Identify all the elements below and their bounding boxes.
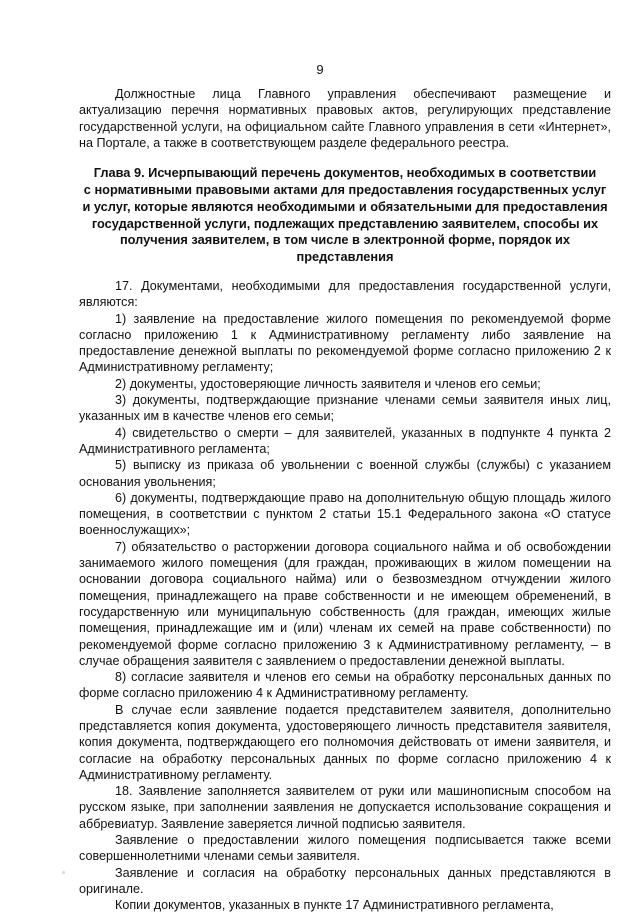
paragraph-18: 18. Заявление заполняется заявителем от руки или машинописным способом на русском языке, при заполнении заявления не допускается использование сокращения и аббревиатур. Заявление заверяется личной подписью заявителя. [79, 784, 611, 831]
paragraph-17: 17. Документами, необходимыми для предоставления государственной услуги, являются: [79, 278, 611, 310]
chapter-heading [79, 165, 611, 266]
copies-paragraph: Копии документов, указанных в пункте 17 Административного регламента, [115, 898, 554, 913]
page-content [79, 86, 611, 914]
heading-line: и услуг, которые являются необходимыми и обязательными для предоставления [82, 198, 608, 214]
list-item-2: 2) документы, удостоверяющие личность заявителя и членов его семьи; [115, 376, 541, 391]
heading-line: получения заявителем, в том числе в электронной форме, порядок их [119, 232, 571, 248]
heading-line: Глава 9. Исчерпывающий перечень документов, необходимых в соответствии [93, 165, 597, 181]
page-number: 9 [316, 62, 324, 77]
list-item-8: 8) согласие заявителя и членов его семьи на обработку персональных данных по форме согласно приложению 4 к Административному регламенту. [79, 670, 611, 701]
intro-paragraph: Должностные лица Главного управления обеспечивают размещение и актуализацию перечня нормативных правовых актов, регулирующих представление государственной услуги, на официальном сайте Главного управления в сети «Интернет», на Портале, а также в соответствующем разделе федерального реестра. [79, 87, 611, 150]
heading-line: представления [296, 249, 394, 265]
signature-paragraph: Заявление о предоставлении жилого помещения подписывается также всеми совершеннолетними членами семьи заявителя. [79, 833, 611, 864]
list-item-6: 6) документы, подтверждающие право на дополнительную общую площадь жилого помещения, в соответствии с пунктом 2 статьи 15.1 Федерального закона «О статусе военнослужащих»; [79, 490, 611, 538]
list-item-4: 4) свидетельство о смерти – для заявителей, указанных в подпункте 4 пункта 2 Административного регламента; [79, 425, 611, 456]
list-item-3: 3) документы, подтверждающие признание членами семьи заявителя иных лиц, указанных им в качестве членов его семьи; [79, 393, 611, 424]
list-item-5: 5) выписку из приказа об увольнении с военной службы (службы) с указанием основания увольнения; [79, 458, 611, 489]
original-paragraph: Заявление и согласия на обработку персональных данных представляются в оригинале. [79, 865, 611, 896]
heading-line: с нормативными правовыми актами для предоставления государственных услуг [83, 181, 607, 197]
scan-speck [62, 871, 65, 874]
list-item-7: 7) обязательство о расторжении договора социального найма и об освобождении занимаемого жилого помещения (для граждан, проживающих в жилом помещении на основании договора социального найма) или о безвозмездном отчуждении жилого помещения, принадлежащего на праве собственности и не имеющем обременений, в государственную или муниципальную собственность (для граждан, имеющих жилые помещения, принадлежащие им и (или) членам их семей на праве собственности) по рекомендуемой форме согласно приложению 3 к Административному регламенту, – в случае обращения заявителя с заявлением о предоставлении денежной выплаты. [79, 539, 611, 668]
representative-paragraph: В случае если заявление подается представителем заявителя, дополнительно представляется копия документа, удостоверяющего личность представителя заявителя, копия документа, подтверждающего его полномочия действовать от имени заявителя, и согласие на обработку персональных данных по форме согласно приложению 4 к Административному регламенту. [79, 702, 611, 782]
list-item-1: 1) заявление на предоставление жилого помещения по рекомендуемой форме согласно приложению 1 к Административному регламенту либо заявление на предоставление денежной выплаты по рекомендуемой форме согласно приложению 2 к Административному регламенту; [79, 311, 611, 375]
heading-line: государственной услуги, подлежащих представлению заявителем, способы их [91, 215, 599, 231]
